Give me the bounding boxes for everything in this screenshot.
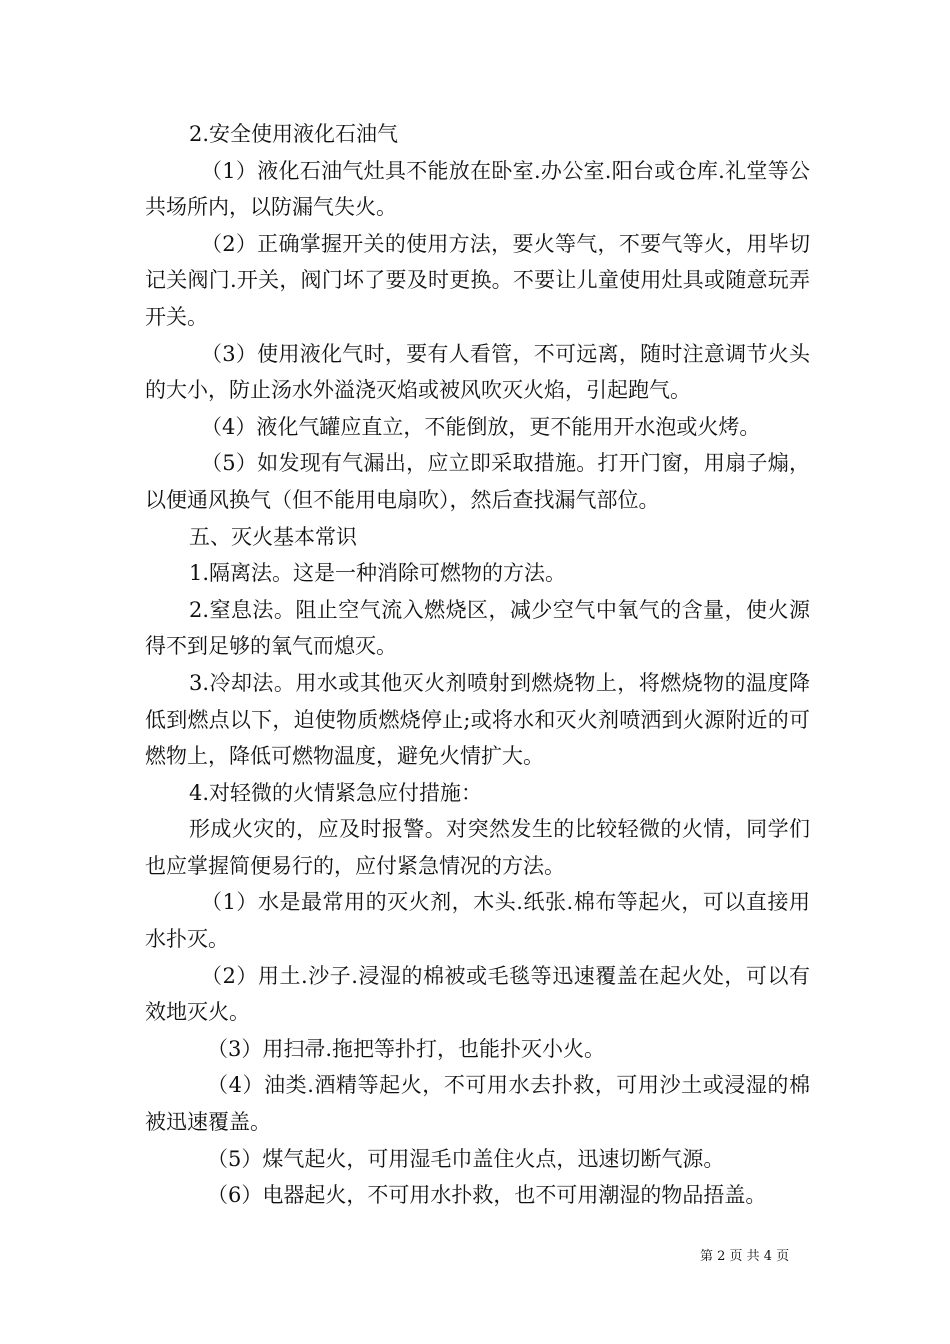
paragraph-minor-fire-intro: 形成火灾的，应及时报警。对突然发生的比较轻微的火情，同学们也应掌握简便易行的，应付紧急情况的方法。: [145, 817, 810, 878]
paragraph-measure-1: （1）水是最常用的灭火剂，木头.纸张.棉布等起火，可以直接用水扑灭。: [145, 890, 810, 952]
paragraph-method-cooling: 3.冷却法。用水或其他灭火剂喷射到燃烧物上，将燃烧物的温度降低到燃点以下，迫使物质燃烧停止;或将水和灭火剂喷洒到火源附近的可燃物上，降低可燃物温度，避免火情扩大。: [145, 670, 810, 769]
paragraph-lpg-3: （3）使用液化气时，要有人看管，不可远离，随时注意调节火头的大小，防止汤水外溢浇灭焰或被风吹灭火焰，引起跑气。: [145, 341, 810, 403]
paragraph-lpg-4: （4）液化气罐应直立，不能倒放，更不能用开水泡或火烤。: [201, 414, 761, 439]
paragraph-lpg-2: （2）正确掌握开关的使用方法，要火等气，不要气等火，用毕切记关阀门.开关，阀门坏了要及时更换。不要让儿童使用灶具或随意玩弄开关。: [145, 231, 810, 329]
paragraph-measure-6: （6）电器起火，不可用水扑救，也不可用潮湿的物品捂盖。: [207, 1183, 767, 1208]
paragraph-measure-2: （2）用土.沙子.浸湿的棉被或毛毯等迅速覆盖在起火处，可以有效地灭火。: [145, 963, 810, 1025]
paragraph-method-suffocation: 2.窒息法。阻止空气流入燃烧区，减少空气中氧气的含量，使火源得不到足够的氧气而熄灭。: [145, 597, 810, 659]
paragraph-measure-4: （4）油类.酒精等起火，不可用水去扑救，可用沙土或浸湿的棉被迅速覆盖。: [145, 1073, 810, 1135]
document-body: [145, 116, 810, 1214]
paragraph-measure-3: （3）用扫帚.拖把等扑打，也能扑灭小火。: [207, 1036, 606, 1061]
paragraph-lpg-5: （5）如发现有气漏出，应立即采取措施。打开门窗，用扇子煽，以便通风换气（但不能用电扇吹），然后查找漏气部位。: [145, 451, 810, 512]
paragraph-lpg-1: （1）液化石油气灶具不能放在卧室.办公室.阳台或仓库.礼堂等公共场所内，以防漏气失火。: [145, 158, 810, 220]
paragraph-method-isolation: 1.隔离法。这是一种消除可燃物的方法。: [189, 561, 567, 586]
paragraph-minor-fire-heading: 4.对轻微的火情紧急应付措施：: [189, 780, 483, 805]
paragraph-measure-5: （5）煤气起火，可用湿毛巾盖住火点，迅速切断气源。: [207, 1146, 725, 1171]
section-heading-fire-basics: 五、灭火基本常识: [189, 524, 357, 549]
page-number-footer: 第 2 页 共 4 页: [700, 1249, 790, 1264]
subheading-lpg-safety: 2.安全使用液化石油气: [189, 122, 399, 146]
